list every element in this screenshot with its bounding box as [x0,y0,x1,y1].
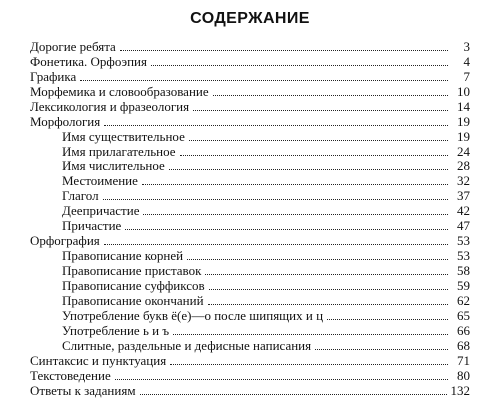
dot-leader [104,125,448,126]
toc-page-number: 58 [457,263,470,279]
dot-leader [209,289,448,290]
toc-entry [30,234,470,249]
toc-page-number: 37 [457,188,470,204]
dot-leader [169,169,448,170]
toc-page-number: 10 [457,83,470,99]
toc-page-number: 53 [457,233,470,249]
toc-page-number: 65 [457,307,470,323]
toc-entry-label: Правописание корней [62,248,184,264]
dot-leader [115,379,448,380]
dot-leader [120,50,448,51]
dot-leader [315,349,448,350]
dot-leader [208,304,448,305]
toc-entry [30,70,470,85]
toc-entry-label: Дорогие ребята [30,38,116,54]
toc-subentry [30,204,470,219]
toc-entry-label: Правописание суффиксов [62,277,205,293]
dot-leader [103,199,448,200]
toc-page-number: 47 [457,218,470,234]
toc-subentry [30,309,470,324]
toc-subentry [30,160,470,175]
dot-leader [170,364,448,365]
dot-leader [187,259,448,260]
dot-leader [173,334,448,335]
toc-page-number: 42 [457,203,470,219]
toc-page-number: 53 [457,248,470,264]
table-of-contents [30,40,470,399]
dot-leader [180,155,448,156]
dot-leader [104,244,448,245]
toc-entry-label: Правописание приставок [62,263,202,279]
toc-entry-label: Морфемика и словообразование [30,83,209,99]
toc-entry [30,115,470,130]
dot-leader [143,214,448,215]
toc-page-number: 132 [450,382,470,398]
toc-entry-label: Синтаксис и пунктуация [30,352,167,368]
toc-entry-label: Орфография [30,233,100,249]
toc-page-number: 19 [457,113,470,129]
toc-page-number: 80 [457,367,470,383]
toc-subentry [30,249,470,264]
toc-page-number: 62 [457,292,470,308]
toc-entry [30,100,470,115]
toc-entry [30,40,470,55]
dot-leader [125,229,448,230]
toc-entry-label: Причастие [62,218,122,234]
toc-entry [30,369,470,384]
dot-leader [151,65,448,66]
page-title: СОДЕРЖАНИЕ [190,10,310,27]
toc-page-number: 14 [457,98,470,114]
toc-entry [30,384,470,399]
toc-subentry [30,219,470,234]
toc-entry-label: Имя прилагательное [62,143,176,159]
toc-subentry [30,279,470,294]
dot-leader [193,110,448,111]
toc-page-number: 24 [457,143,470,159]
toc-entry-label: Правописание окончаний [62,292,204,308]
toc-entry [30,55,470,70]
toc-page-number: 19 [457,128,470,144]
dot-leader [213,95,448,96]
dot-leader [327,319,448,320]
toc-entry-label: Глагол [62,188,99,204]
toc-entry-label: Морфология [30,113,101,129]
dot-leader [142,184,448,185]
toc-entry-label: Лексикология и фразеология [30,98,190,114]
toc-subentry [30,324,470,339]
toc-entry-label: Имя числительное [62,158,165,174]
toc-page-number: 71 [457,352,470,368]
toc-entry-label: Фонетика. Орфоэпия [30,53,147,69]
toc-entry-label: Текстоведение [30,367,111,383]
toc-entry-label: Имя существительное [62,128,185,144]
toc-entry-label: Деепричастие [62,203,140,219]
toc-subentry [30,145,470,160]
toc-page-number: 28 [457,158,470,174]
toc-page-number: 7 [463,68,470,84]
toc-subentry [30,264,470,279]
toc-entry-label: Графика [30,68,77,84]
toc-page-number: 68 [457,337,470,353]
toc-entry-label: Употребление букв ё(е)—о после шипящих и ц [62,307,324,323]
toc-subentry [30,189,470,204]
toc-entry-label: Слитные, раздельные и дефисные написания [62,337,312,353]
dot-leader [205,274,448,275]
toc-entry [30,354,470,369]
toc-entry [30,85,470,100]
toc-entry-label: Ответы к заданиям [30,382,136,398]
dot-leader [189,140,448,141]
toc-entry-label: Употребление ь и ъ [62,322,170,338]
dot-leader [80,80,448,81]
toc-page-number: 32 [457,173,470,189]
toc-page-number: 4 [463,53,470,69]
toc-page-number: 3 [463,38,470,54]
toc-subentry [30,130,470,145]
toc-page-number: 66 [457,322,470,338]
toc-subentry [30,174,470,189]
toc-entry-label: Местоимение [62,173,138,189]
dot-leader [140,394,447,395]
toc-subentry [30,339,470,354]
toc-subentry [30,294,470,309]
toc-page-number: 59 [457,277,470,293]
